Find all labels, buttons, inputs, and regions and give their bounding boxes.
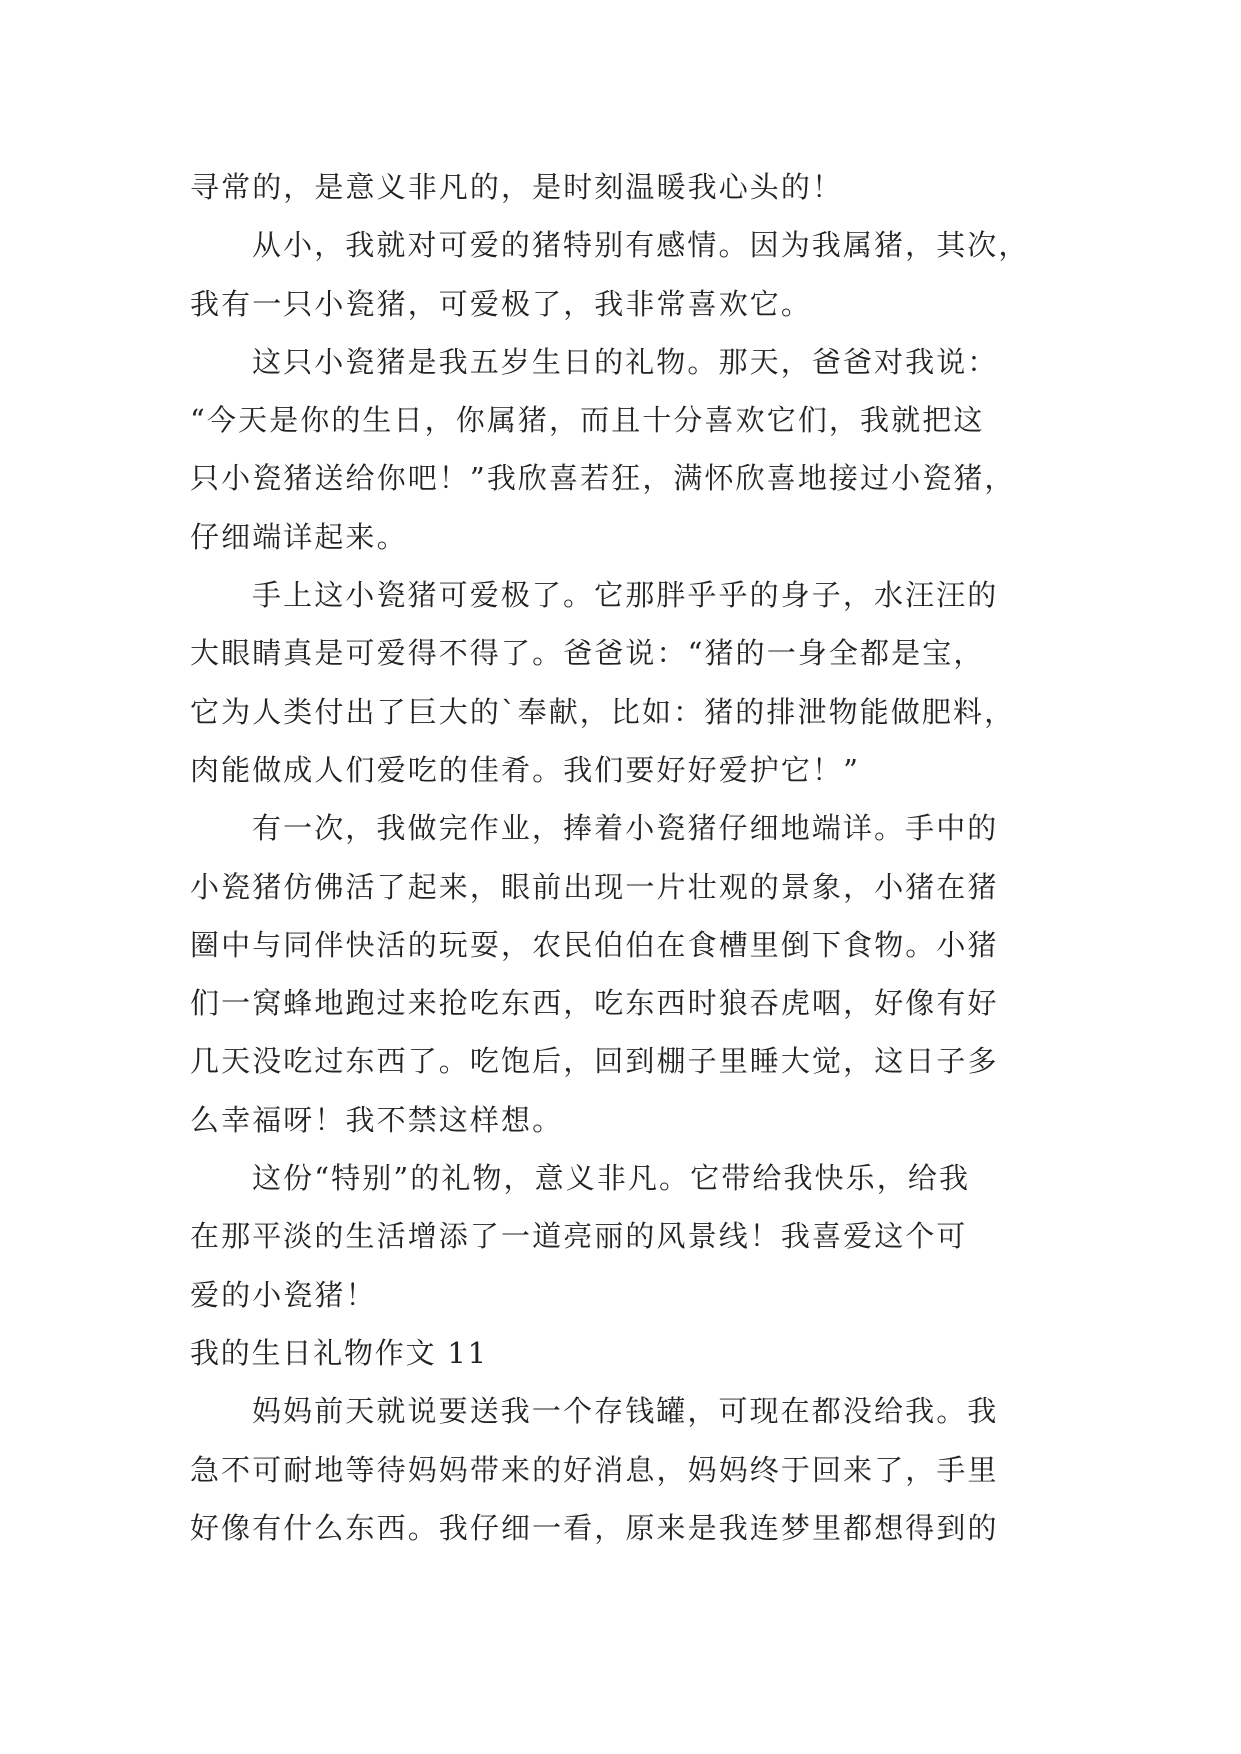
essay-body (190, 158, 1050, 1557)
text-line: 么幸福呀！我不禁这样想。 (190, 1102, 564, 1137)
text-line: 急不可耐地等待妈妈带来的好消息，妈妈终于回来了，手里 (190, 1452, 999, 1487)
text-line: 我有一只小瓷猪，可爱极了，我非常喜欢它。 (190, 286, 813, 321)
text-line: “今天是你的生日，你属猪，而且十分喜欢它们，我就把这 (190, 403, 985, 438)
text-line: 好像有什么东西。我仔细一看，原来是我连梦里都想得到的 (190, 1510, 999, 1545)
text-line: 几天没吃过东西了。吃饱后，回到棚子里睡大觉，这日子多 (190, 1044, 999, 1079)
section-heading: 我的生日礼物作文 11 (190, 1335, 488, 1370)
paragraph-start-line: 这份“特别”的礼物，意义非凡。它带给我快乐，给我 (252, 1161, 971, 1196)
text-line: 寻常的，是意义非凡的，是时刻温暖我心头的！ (190, 170, 844, 204)
paragraph-start-line: 妈妈前天就说要送我一个存钱罐，可现在都没给我。我 (252, 1394, 999, 1429)
paragraph-start-line: 从小，我就对可爱的猪特别有感情。因为我属猪，其次， (252, 228, 1030, 263)
text-line: 只小瓷猪送给你吧！”我欣喜若狂，满怀欣喜地接过小瓷猪， (190, 461, 1016, 496)
text-line: 大眼睛真是可爱得不得了。爸爸说：“猪的一身全都是宝， (190, 636, 985, 671)
text-line: 圈中与同伴快活的玩耍，农民伯伯在食槽里倒下食物。小猪 (190, 927, 999, 962)
text-line: 它为人类付出了巨大的`奉献，比如：猪的排泄物能做肥料， (190, 694, 1016, 729)
text-line: 在那平淡的生活增添了一道亮丽的风景线！我喜爱这个可 (190, 1219, 968, 1254)
paragraph-start-line: 这只小瓷猪是我五岁生日的礼物。那天，爸爸对我说： (252, 344, 999, 379)
text-line: 爱的小瓷猪！ (190, 1277, 377, 1312)
paragraph-start-line: 手上这小瓷猪可爱极了。它那胖乎乎的身子，水汪汪的 (252, 578, 999, 613)
text-line: 小瓷猪仿佛活了起来，眼前出现一片壮观的景象，小猪在猪 (190, 869, 999, 904)
text-line: 们一窝蜂地跑过来抢吃东西，吃东西时狼吞虎咽，好像有好 (190, 986, 999, 1021)
paragraph-start-line: 有一次，我做完作业，捧着小瓷猪仔细地端详。手中的 (252, 811, 999, 846)
text-line: 仔细端详起来。 (190, 519, 408, 554)
text-line: 肉能做成人们爱吃的佳肴。我们要好好爱护它！” (190, 752, 861, 787)
